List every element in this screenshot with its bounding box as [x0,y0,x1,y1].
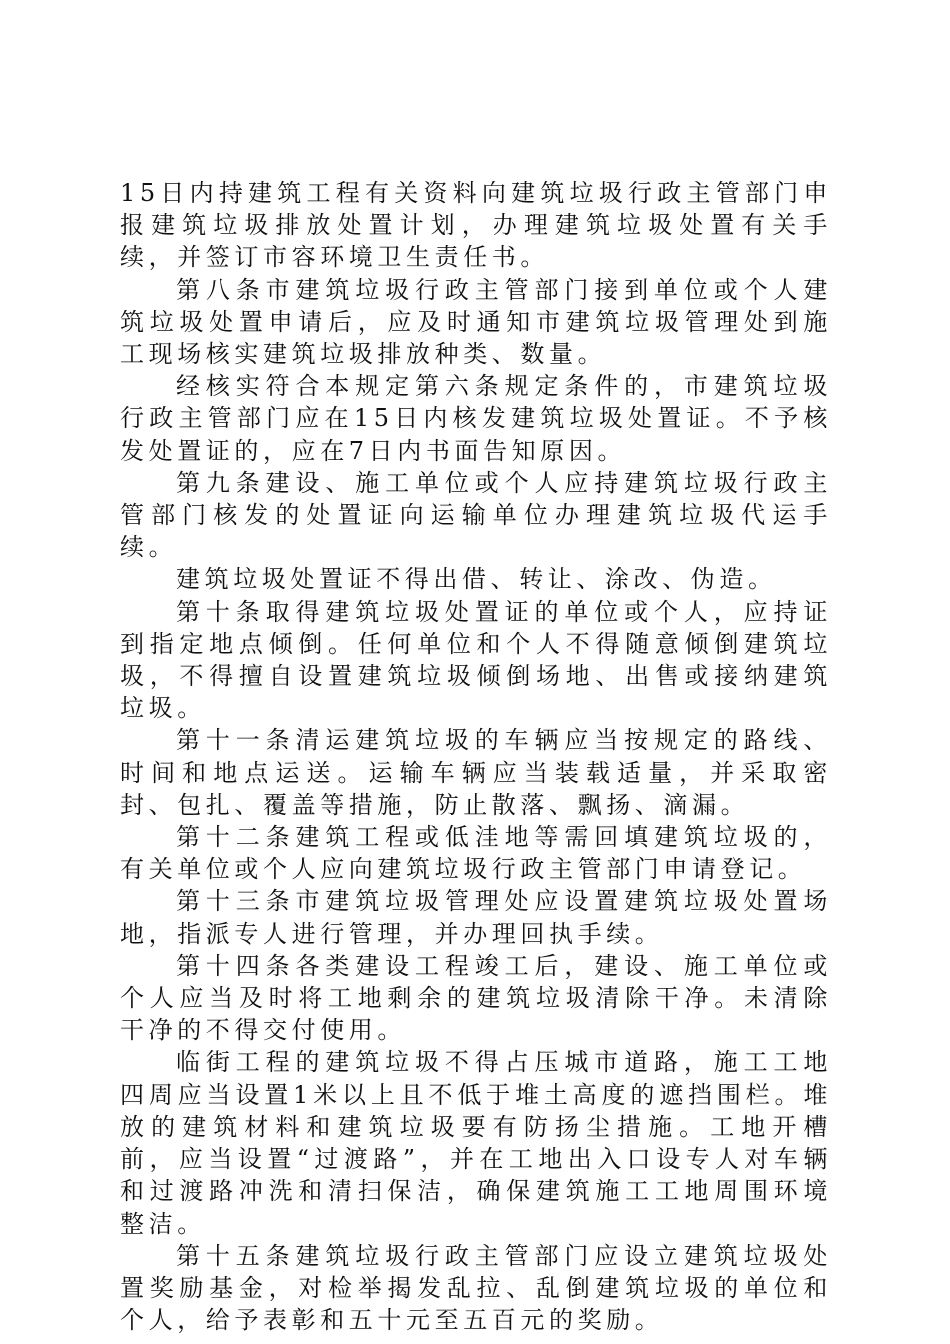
paragraph-article-15: 第十五条建筑垃圾行政主管部门应设立建筑垃圾处置奖励基金，对检举揭发乱拉、乱倒建筑垃圾的单位和个人，给予表彰和五十元至五百元的奖励。 [120,1241,832,1335]
paragraph-article-8: 第八条市建筑垃圾行政主管部门接到单位或个人建筑垃圾处置申请后，应及时通知市建筑垃圾管理处到施工现场核实建筑垃圾排放种类、数量。 [120,275,832,369]
paragraph-article-13: 第十三条市建筑垃圾管理处应设置建筑垃圾处置场地，指派专人进行管理，并办理回执手续。 [120,887,832,948]
paragraph-continuation: 15日内持建筑工程有关资料向建筑垃圾行政主管部门申报建筑垃圾排放处置计划，办理建筑垃圾处置有关手续，并签订市容环境卫生责任书。 [120,179,832,272]
paragraph-article-9-clause-2: 建筑垃圾处置证不得出借、转让、涂改、伪造。 [176,565,777,594]
paragraph-article-11: 第十一条清运建筑垃圾的车辆应当按规定的路线、时间和地点运送。运输车辆应当装载适量，并采取密封、包扎、覆盖等措施，防止散落、飘扬、滴漏。 [120,726,832,819]
paragraph-article-9: 第九条建设、施工单位或个人应持建筑垃圾行政主管部门核发的处置证向运输单位办理建筑垃圾代运手续。 [120,468,832,562]
paragraph-article-14: 第十四条各类建设工程竣工后，建设、施工单位或个人应当及时将工地剩余的建筑垃圾清除干净。未清除干净的不得交付使用。 [120,951,832,1045]
paragraph-article-8-clause-2: 经核实符合本规定第六条规定条件的，市建筑垃圾行政主管部门应在15日内核发建筑垃圾处置证。不予核发处置证的，应在7日内书面告知原因。 [120,372,832,465]
paragraph-article-14-clause-2: 临街工程的建筑垃圾不得占压城市道路，施工工地四周应当设置1米以上且不低于堆土高度的遮挡围栏。堆放的建筑材料和建筑垃圾要有防扬尘措施。工地开槽前，应当设置“过渡路”，并在工地出入口设专人对车辆和过渡路冲洗和清扫保洁，确保建筑施工工地周围环境整洁。 [120,1048,832,1238]
document-body [120,177,832,1336]
paragraph-article-10: 第十条取得建筑垃圾处置证的单位或个人，应持证到指定地点倾倒。任何单位和个人不得随意倾倒建筑垃圾，不得擅自设置建筑垃圾倾倒场地、出售或接纳建筑垃圾。 [120,597,832,723]
paragraph-article-12: 第十二条建筑工程或低洼地等需回填建筑垃圾的，有关单位或个人应向建筑垃圾行政主管部门申请登记。 [120,823,832,884]
